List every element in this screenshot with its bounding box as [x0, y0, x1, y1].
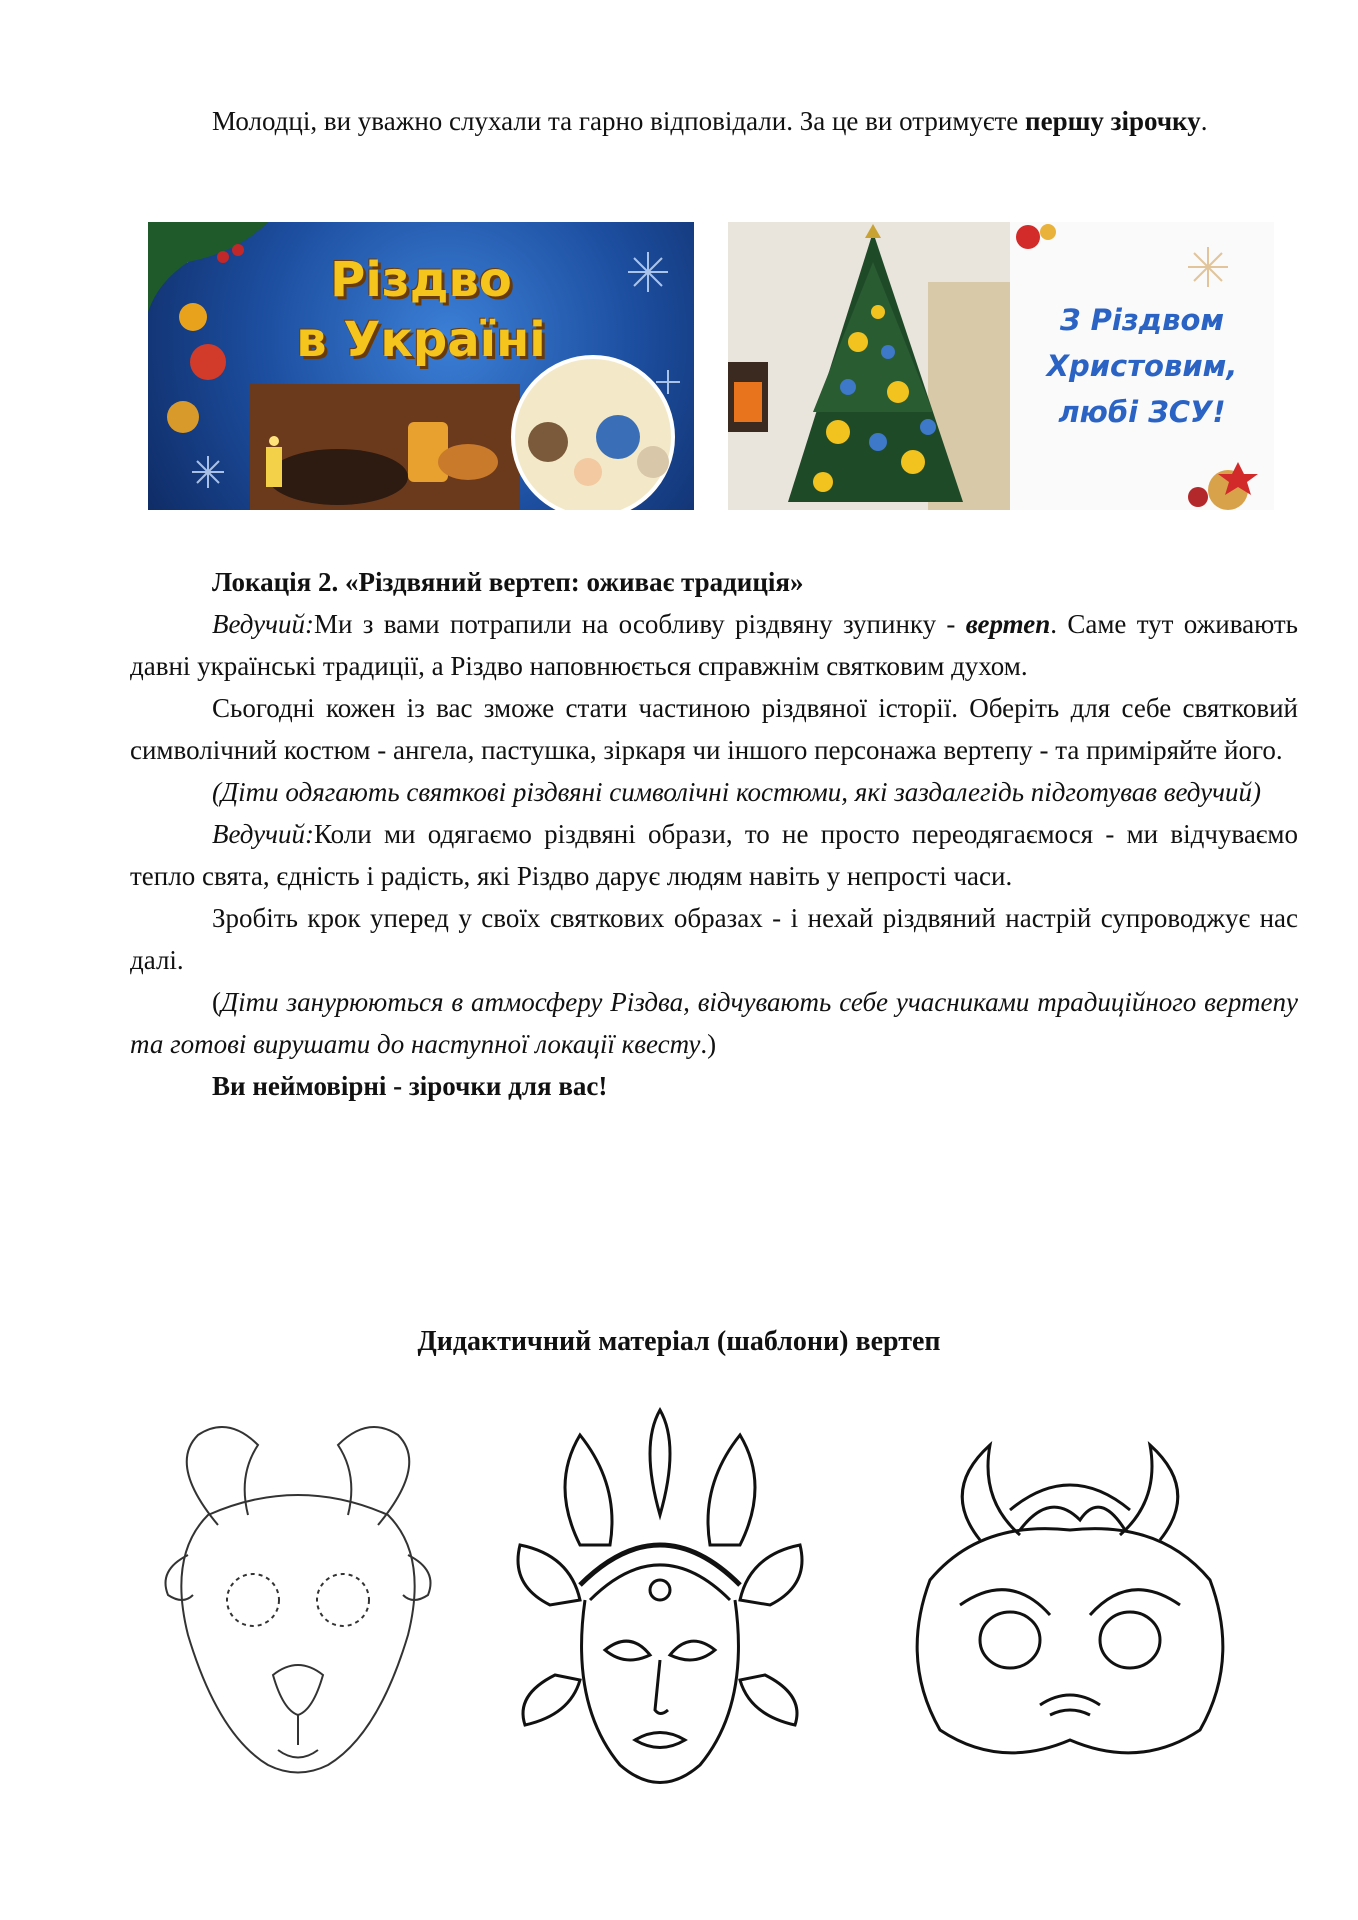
intro-paragraph [130, 100, 1298, 142]
location2-paragraph-6 [130, 981, 1298, 1065]
greeting-text [1010, 297, 1274, 435]
banner-title-line1: Різдво [330, 252, 512, 308]
banner-title [148, 250, 694, 370]
p6-close: .) [700, 1029, 717, 1059]
location2-paragraph-2: Сьогодні кожен із вас зможе стати частиною різдвяної історії. Оберіть для себе святковий символічний костюм - ангела, пастушка, зіркаря чи іншого персонажа вертепу - та приміряйте його. [130, 693, 1298, 765]
devil-mask-template [900, 1440, 1240, 1770]
p3-italic: (Діти одягають святкові різдвяні символічні костюми, які заздалегідь підготував ведучий) [212, 777, 1261, 807]
speaker-label: Ведучий: [212, 609, 314, 639]
banner-title-line2: в Україні [296, 312, 546, 368]
greeting-line2: Христовим, [1046, 349, 1238, 383]
christmas-in-ukraine-image [148, 222, 694, 510]
p6-italic: Діти занурюються в атмосферу Різдва, відчувають себе учасниками традиційного вертепу та готові вирушати до наступної локації квесту [130, 987, 1298, 1059]
location2-title: Локація 2. «Різдвяний вертеп: оживає традиція» [212, 567, 804, 597]
intro-bold: першу зірочку [1025, 106, 1201, 136]
speaker-label: Ведучий: [212, 819, 314, 849]
location2-paragraph-4 [130, 813, 1298, 897]
p4-text: Коли ми одягаємо різдвяні образи, то не просто переодягаємося - ми відчуваємо тепло свята, єдність і радість, які Різдво дарує людям навіть у непрості часи. [130, 819, 1298, 891]
christmas-greeting-image [728, 222, 1274, 510]
p1-text-b: . Саме тут оживають давні українські традиції, а Різдво наповнюється справжнім святковим духом. [130, 609, 1298, 681]
intro-end: . [1200, 106, 1208, 136]
greeting-line3: любі ЗСУ! [1058, 395, 1226, 429]
greeting-line1: З Різдвом [1059, 303, 1225, 337]
location2-paragraph-7: Ви неймовірні - зірочки для вас! [212, 1071, 608, 1101]
intro-text: Молодці, ви уважно слухали та гарно відповідали. За це ви отримуєте [212, 106, 1026, 136]
location2-paragraph-3 [130, 771, 1298, 813]
location2-paragraph-1 [130, 603, 1298, 687]
didactic-heading: Дидактичний матеріал (шаблони) вертеп [417, 1326, 941, 1357]
p6-open: ( [212, 987, 221, 1017]
sun-mask-template [510, 1405, 810, 1805]
vertep-term: вертеп [965, 609, 1051, 639]
location2-paragraph-5: Зробіть крок уперед у своїх святкових образах - і нехай різдвяний настрій супроводжує нас далі. [130, 903, 1298, 975]
goat-mask-template [148, 1405, 448, 1790]
location2-section [130, 561, 1298, 1107]
p1-text-a: Ми з вами потрапили на особливу різдвяну зупинку - [313, 609, 966, 639]
